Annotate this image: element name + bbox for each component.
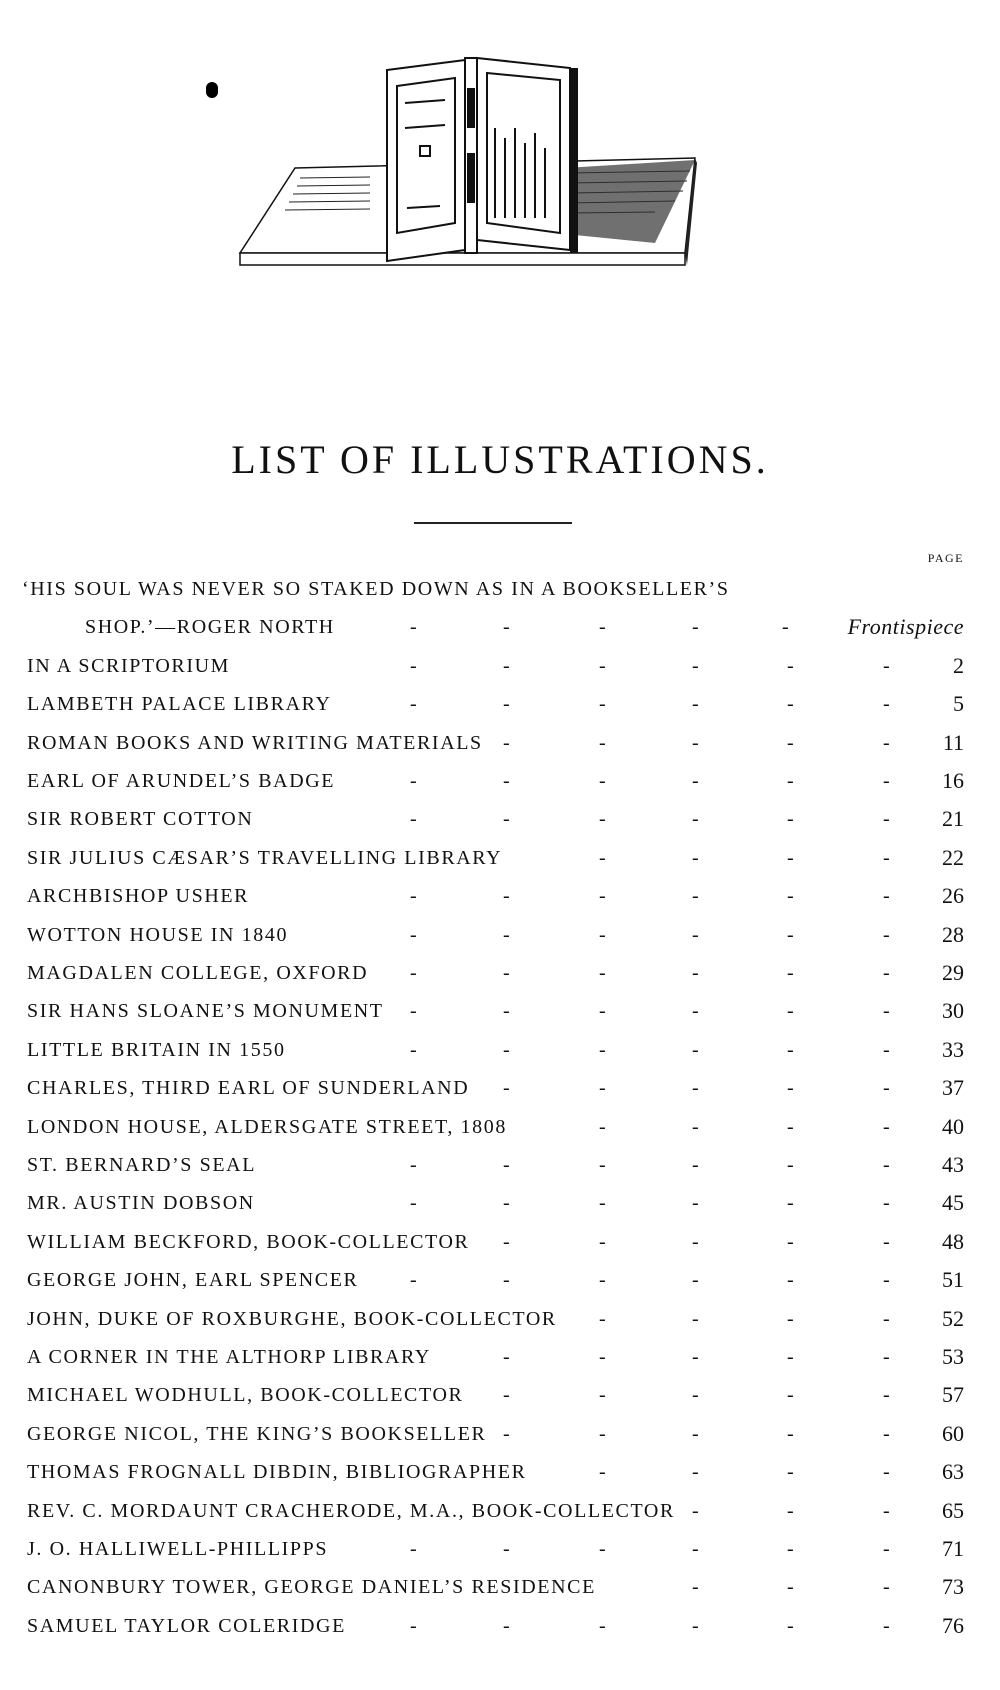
- leader-dash: -: [503, 1000, 512, 1023]
- leader-dash: -: [883, 1230, 892, 1253]
- list-item: [0, 962, 1000, 992]
- leader-dash: -: [692, 1307, 701, 1330]
- illustration-title: A CORNER IN THE ALTHORP LIBRARY: [27, 1346, 431, 1368]
- leader-dash: -: [883, 731, 892, 754]
- leader-dash: -: [692, 1154, 701, 1176]
- list-item: [0, 1538, 1000, 1568]
- leader-dash: -: [599, 1000, 608, 1023]
- leader-dash: -: [883, 1115, 892, 1138]
- leader-dash: -: [692, 1384, 701, 1407]
- leader-dash: -: [599, 846, 608, 869]
- leader-dash: -: [787, 846, 796, 869]
- leader-dash: -: [692, 1077, 701, 1100]
- leader-dash: -: [787, 885, 796, 908]
- leader-dash: -: [692, 1614, 701, 1637]
- page-number: 28: [942, 921, 964, 947]
- leader-dash: -: [599, 885, 608, 908]
- leader-dash: -: [787, 1077, 796, 1100]
- leader-dash: -: [599, 770, 608, 792]
- illustration-title: LONDON HOUSE, ALDERSGATE STREET, 1808: [27, 1115, 507, 1138]
- leader-dash: -: [410, 693, 419, 716]
- list-item: [0, 1269, 1000, 1299]
- leader-dash: -: [503, 1346, 512, 1368]
- illustration-title: LAMBETH PALACE LIBRARY: [27, 693, 332, 716]
- illustration-title: MAGDALEN COLLEGE, OXFORD: [27, 962, 369, 984]
- leader-dash: -: [599, 1230, 608, 1253]
- leader-dash: -: [599, 1154, 608, 1176]
- leader-dash: -: [503, 1038, 512, 1061]
- illustration-title: GEORGE JOHN, EARL SPENCER: [27, 1269, 359, 1292]
- leader-dash: -: [599, 1269, 608, 1292]
- page-number: 26: [942, 883, 964, 909]
- page-number: 52: [942, 1305, 964, 1331]
- leader-dash: -: [787, 808, 796, 831]
- leader-dash: -: [787, 731, 796, 754]
- leader-dash: -: [503, 923, 512, 946]
- leader-dash: -: [883, 1576, 892, 1599]
- page-number: 21: [942, 806, 964, 832]
- leader-dash: -: [410, 616, 419, 639]
- leader-dash: -: [883, 1461, 892, 1484]
- leader-dash: -: [692, 1000, 701, 1023]
- page-title: LIST OF ILLUSTRATIONS.: [231, 437, 769, 482]
- list-item: [0, 1497, 1000, 1530]
- leader-dash: -: [599, 1384, 608, 1407]
- illustration-title: REV. C. MORDAUNT CRACHERODE, M.A., BOOK-COLLECTOR: [27, 1499, 675, 1522]
- ink-spot: [206, 82, 218, 98]
- leader-dash: -: [883, 770, 892, 792]
- illustration-title: CHARLES, THIRD EARL OF SUNDERLAND: [27, 1077, 470, 1100]
- leader-dash: -: [599, 654, 608, 677]
- list-item: [0, 921, 1000, 954]
- leader-dash: -: [599, 1422, 608, 1445]
- leader-dash: -: [883, 1307, 892, 1330]
- illustration-title: SIR HANS SLOANE’S MONUMENT: [27, 1000, 384, 1023]
- illustration-title: ST. BERNARD’S SEAL: [27, 1154, 257, 1176]
- leader-dash: -: [692, 1346, 701, 1368]
- list-item: [0, 578, 1000, 608]
- illustration-title: SIR JULIUS CÆSAR’S TRAVELLING LIBRARY: [27, 846, 503, 869]
- leader-dash: -: [692, 693, 701, 716]
- illustration-title: MR. AUSTIN DOBSON: [27, 1192, 255, 1215]
- leader-dash: -: [599, 1192, 608, 1215]
- leader-dash: -: [883, 1154, 892, 1176]
- list-item: [0, 1154, 1000, 1184]
- leader-dash: -: [787, 770, 796, 792]
- list-item: [0, 1384, 1000, 1414]
- leader-dash: -: [692, 731, 701, 754]
- leader-dash: -: [883, 1422, 892, 1445]
- leader-dash: -: [599, 1115, 608, 1138]
- leader-dash: -: [599, 731, 608, 754]
- page-number: 57: [942, 1382, 964, 1408]
- illustration-title: LITTLE BRITAIN IN 1550: [27, 1038, 286, 1061]
- leader-dash: -: [503, 1230, 512, 1253]
- list-item: [0, 1461, 1000, 1491]
- leader-dash: -: [692, 1422, 701, 1445]
- leader-dash: -: [410, 1000, 419, 1023]
- list-item: [0, 1077, 1000, 1107]
- page-column-header: PAGE: [927, 551, 964, 565]
- page-number: 30: [942, 998, 964, 1024]
- leader-dash: -: [692, 1192, 701, 1215]
- page-number: 29: [942, 960, 964, 985]
- leader-dash: -: [883, 808, 892, 831]
- illustration-title: JOHN, DUKE OF ROXBURGHE, BOOK-COLLECTOR: [27, 1307, 557, 1330]
- leader-dash: -: [503, 693, 512, 716]
- leader-dash: -: [883, 1038, 892, 1061]
- leader-dash: -: [599, 1038, 608, 1061]
- leader-dash: -: [503, 962, 512, 984]
- leader-dash: -: [599, 923, 608, 946]
- leader-dash: -: [787, 1038, 796, 1061]
- leader-dash: -: [787, 654, 796, 677]
- leader-dash: -: [787, 1000, 796, 1023]
- list-item: [0, 652, 1000, 685]
- page-number: 76: [942, 1612, 964, 1638]
- list-item: [0, 1576, 1000, 1606]
- illustration-title: THOMAS FROGNALL DIBDIN, BIBLIOGRAPHER: [27, 1461, 527, 1484]
- leader-dash: -: [410, 1614, 419, 1637]
- leader-dash: -: [787, 1576, 796, 1599]
- leader-dash: -: [599, 808, 608, 831]
- page-number: 40: [942, 1113, 964, 1139]
- leader-dash: -: [883, 1000, 892, 1023]
- illustration-title: SAMUEL TAYLOR COLERIDGE: [27, 1614, 346, 1637]
- leader-dash: -: [503, 616, 512, 639]
- leader-dash: -: [599, 962, 608, 984]
- leader-dash: -: [410, 885, 419, 908]
- leader-dash: -: [692, 846, 701, 869]
- leader-dash: -: [410, 1269, 419, 1292]
- page-number: 60: [942, 1420, 964, 1446]
- list-item: [0, 693, 1000, 723]
- leader-dash: -: [692, 770, 701, 792]
- leader-dash: -: [692, 1538, 701, 1560]
- list-item: [0, 729, 1000, 762]
- illustration-title: ARCHBISHOP USHER: [27, 885, 250, 908]
- page-number: Frontispiece: [847, 614, 964, 640]
- leader-dash: -: [410, 1192, 419, 1215]
- leader-dash: -: [692, 923, 701, 946]
- leader-dash: -: [503, 885, 512, 908]
- leader-dash: -: [883, 1269, 892, 1292]
- leader-dash: -: [692, 1230, 701, 1253]
- leader-dash: -: [599, 1307, 608, 1330]
- page-number: 65: [942, 1497, 964, 1523]
- leader-dash: -: [883, 654, 892, 677]
- page-number: 33: [942, 1036, 964, 1062]
- leader-dash: -: [883, 1384, 892, 1407]
- leader-dash: -: [410, 808, 419, 831]
- leader-dash: -: [787, 1269, 796, 1292]
- leader-dash: -: [503, 654, 512, 677]
- page-number: 53: [942, 1344, 964, 1369]
- list-item: [0, 616, 1000, 646]
- leader-dash: -: [410, 962, 419, 984]
- list-item: [0, 885, 1000, 915]
- page-number: 51: [942, 1267, 964, 1293]
- leader-dash: -: [692, 1499, 701, 1522]
- list-item: [0, 1192, 1000, 1222]
- page-number: 16: [942, 768, 964, 793]
- leader-dash: -: [692, 1576, 701, 1599]
- list-item: [0, 1420, 1000, 1453]
- leader-dash: -: [883, 846, 892, 869]
- leader-dash: -: [787, 1461, 796, 1484]
- leader-dash: -: [883, 1346, 892, 1368]
- leader-dash: -: [692, 654, 701, 677]
- list-item: [0, 1305, 1000, 1338]
- leader-dash: -: [599, 1538, 608, 1560]
- leader-dash: -: [599, 1077, 608, 1100]
- leader-dash: -: [503, 1269, 512, 1292]
- leader-dash: -: [787, 962, 796, 984]
- leader-dash: -: [787, 1230, 796, 1253]
- leader-dash: -: [692, 1461, 701, 1484]
- list-item: [0, 1113, 1000, 1146]
- leader-dash: -: [503, 770, 512, 792]
- illustration-title: GEORGE NICOL, THE KING’S BOOKSELLER: [27, 1422, 487, 1445]
- leader-dash: -: [410, 1038, 419, 1061]
- leader-dash: -: [787, 1384, 796, 1407]
- page-number: 48: [942, 1228, 964, 1254]
- leader-dash: -: [503, 1154, 512, 1176]
- page-number: 73: [942, 1574, 964, 1600]
- leader-dash: -: [692, 1269, 701, 1292]
- illustration-title: ROMAN BOOKS AND WRITING MATERIALS: [27, 731, 483, 754]
- leader-dash: -: [883, 1077, 892, 1100]
- leader-dash: -: [692, 808, 701, 831]
- title-rule: [414, 522, 572, 524]
- page-number: 71: [942, 1536, 964, 1561]
- page-number: 5: [953, 691, 964, 717]
- leader-dash: -: [410, 654, 419, 677]
- list-item: [0, 1228, 1000, 1261]
- page-number: 2: [953, 652, 964, 678]
- leader-dash: -: [787, 1346, 796, 1368]
- list-item: [0, 1346, 1000, 1376]
- leader-dash: -: [410, 923, 419, 946]
- leader-dash: -: [787, 923, 796, 946]
- list-item: [0, 770, 1000, 800]
- leader-dash: -: [599, 1614, 608, 1637]
- page-number: 43: [942, 1152, 964, 1177]
- leader-dash: -: [883, 923, 892, 946]
- illustration-title: SIR ROBERT COTTON: [27, 808, 254, 831]
- leader-dash: -: [503, 1422, 512, 1445]
- leader-dash: -: [503, 1614, 512, 1637]
- leader-dash: -: [599, 1461, 608, 1484]
- leader-dash: -: [410, 770, 419, 792]
- list-item: [0, 808, 1000, 838]
- leader-dash: -: [787, 1538, 796, 1560]
- leader-dash: -: [787, 1192, 796, 1215]
- leader-dash: -: [410, 1538, 419, 1560]
- illustration-title: IN A SCRIPTORIUM: [27, 654, 231, 677]
- illustration-title: EARL OF ARUNDEL’S BADGE: [27, 770, 336, 792]
- leader-dash: -: [599, 616, 608, 639]
- page-number: 37: [942, 1075, 964, 1101]
- leader-dash: -: [503, 1538, 512, 1560]
- illustration-title: CANONBURY TOWER, GEORGE DANIEL’S RESIDENCE: [27, 1576, 596, 1599]
- leader-dash: -: [883, 962, 892, 984]
- leader-dash: -: [883, 1192, 892, 1215]
- illustration-title: J. O. HALLIWELL-PHILLIPPS: [27, 1538, 329, 1560]
- page-number: 22: [942, 844, 964, 870]
- leader-dash: -: [787, 1115, 796, 1138]
- leader-dash: -: [692, 616, 701, 639]
- leader-dash: -: [692, 1038, 701, 1061]
- leader-dash: -: [883, 885, 892, 908]
- leader-dash: -: [692, 1115, 701, 1138]
- leader-dash: -: [503, 1384, 512, 1407]
- illustration-title: WOTTON HOUSE IN 1840: [27, 923, 289, 946]
- leader-dash: -: [692, 885, 701, 908]
- leader-dash: -: [599, 693, 608, 716]
- illustration-title: WILLIAM BECKFORD, BOOK-COLLECTOR: [27, 1230, 470, 1253]
- leader-dash: -: [692, 962, 701, 984]
- page-number: 11: [942, 729, 964, 755]
- illustration-title: MICHAEL WODHULL, BOOK-COLLECTOR: [27, 1384, 464, 1407]
- list-item: [0, 1612, 1000, 1645]
- leader-dash: -: [503, 1077, 512, 1100]
- list-item: [0, 1036, 1000, 1069]
- leader-dash: -: [787, 693, 796, 716]
- leader-dash: -: [503, 1192, 512, 1215]
- open-book-engraving: [225, 28, 750, 283]
- leader-dash: -: [503, 808, 512, 831]
- leader-dash: -: [883, 1499, 892, 1522]
- leader-dash: -: [787, 1422, 796, 1445]
- leader-dash: -: [503, 731, 512, 754]
- leader-dash: -: [787, 1499, 796, 1522]
- illustration-title: ‘HIS SOUL WAS NEVER SO STAKED DOWN AS IN A BOOKSELLER’S: [22, 578, 730, 600]
- leader-dash: -: [883, 1614, 892, 1637]
- page-number: 45: [942, 1190, 964, 1216]
- leader-dash: -: [883, 1538, 892, 1560]
- leader-dash: -: [410, 1154, 419, 1176]
- leader-dash: -: [782, 616, 791, 639]
- leader-dash: -: [787, 1154, 796, 1176]
- leader-dash: -: [787, 1307, 796, 1330]
- leader-dash: -: [883, 693, 892, 716]
- list-item: [0, 844, 1000, 877]
- leader-dash: -: [599, 1346, 608, 1368]
- list-item: [0, 1000, 1000, 1030]
- page-number: 63: [942, 1459, 964, 1485]
- illustration-title: SHOP.’—ROGER NORTH: [85, 616, 335, 639]
- leader-dash: -: [787, 1614, 796, 1637]
